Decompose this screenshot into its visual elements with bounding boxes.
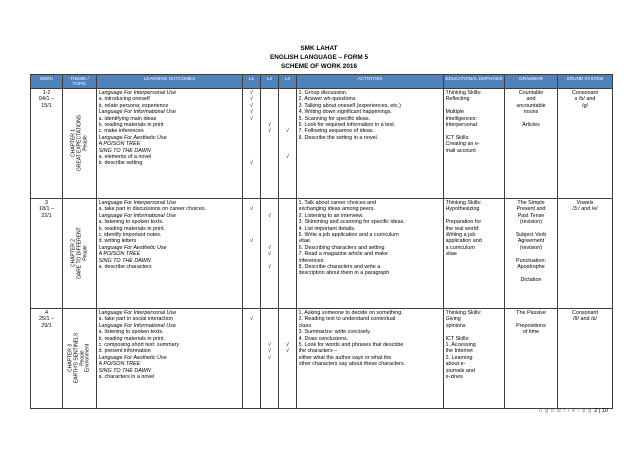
check-mark: √	[268, 348, 271, 355]
check-mark: √	[268, 354, 271, 361]
outcomes-cell-line: a. elements of a novel	[98, 154, 152, 161]
grammar-cell-line: Apostrophe	[517, 264, 545, 271]
emphasis-cell-line: about e-	[445, 361, 466, 368]
l2-cell	[261, 309, 279, 409]
theme-line: People	[81, 135, 88, 151]
grammar-cell-line: Punctuation:	[516, 257, 546, 264]
grammar-cell-line: uncountable	[516, 102, 546, 109]
outcomes-cell-line: A POISON TREE	[98, 251, 141, 258]
activities-cell-line: 1. Group discussion.	[298, 90, 348, 96]
check-mark: √	[250, 115, 253, 122]
check-mark: √	[268, 244, 271, 251]
theme-line: CHAPTER 2	[69, 238, 76, 268]
activities-cell-line: 2. Listening to an interview.	[298, 212, 364, 219]
activities-cell-line: 2. Answer wh-questions	[298, 96, 356, 103]
page-footer	[539, 408, 608, 414]
empty-mark	[263, 374, 277, 380]
activities-cell	[297, 89, 444, 199]
theme-cell	[63, 89, 97, 199]
outcomes-cell-line: c. composing short text: summary	[98, 342, 180, 349]
emphasis-cell-line: Giving	[445, 316, 461, 323]
emphasis-cell-line: Intelligences:	[445, 115, 477, 122]
scheme-title: SCHEME OF WORK 2016	[281, 63, 357, 70]
activities-cell-line: clues.	[298, 322, 313, 329]
activities-cell	[297, 309, 444, 409]
grammar-cell	[505, 89, 558, 199]
sound-cell-line: /g/	[582, 102, 588, 109]
check-mark: √	[268, 341, 271, 348]
emphasis-cell-line: Preparation for	[445, 219, 482, 226]
sound-cell-line: /3:/ and /e/	[572, 206, 598, 213]
outcomes-cell-line: Language For Informational Use	[98, 109, 176, 116]
week-cell-line: 04/1 –	[39, 96, 54, 103]
activities-cell-line: inferences.	[298, 257, 325, 264]
activities-cell-line: 7. Following sequence of ideas.	[298, 128, 375, 135]
outcomes-cell-line: a. listening to spoken texts.	[98, 219, 164, 226]
outcomes-cell-line: Language For Informational Use	[98, 322, 176, 329]
week-cell-line: 25/1 –	[39, 316, 54, 323]
emphasis-cell	[444, 309, 505, 409]
col-week: WEEK	[31, 75, 63, 89]
outcomes-cell-line: d. writing letters	[98, 238, 137, 245]
activities-cell-line: other characters say about these characters.	[298, 361, 406, 368]
outcomes-cell-line: Language For Aesthetic Use	[98, 134, 167, 141]
check-mark: √	[250, 206, 253, 213]
col-l1: L1	[243, 75, 261, 89]
emphasis-cell	[444, 89, 505, 199]
activities-cell-line: 8. Describe the setting in a novel.	[298, 134, 379, 141]
outcomes-cell	[97, 89, 243, 199]
check-mark: √	[250, 160, 253, 167]
week-cell-line: 29/1	[41, 322, 52, 329]
emphasis-cell	[444, 199, 505, 309]
sound-cell	[558, 309, 613, 409]
check-mark: √	[286, 348, 289, 355]
outcomes-cell	[97, 199, 243, 309]
outcomes-cell-line: c. make inferences	[98, 128, 144, 135]
school-name: SMK LAHAT	[300, 45, 338, 52]
week-cell-line: 15/1	[41, 102, 52, 109]
theme-cell	[63, 199, 97, 309]
outcomes-cell-line: b. describe setting	[98, 160, 143, 167]
outcomes-cell-line: Language For Aesthetic Use	[98, 244, 167, 251]
l1-cell	[243, 89, 261, 199]
grammar-cell-line: Prepositions	[516, 322, 546, 329]
emphasis-cell-line: Multiple	[445, 109, 465, 116]
outcomes-cell-line: Language For Interpersonal Use	[98, 90, 177, 96]
emphasis-cell-line: the real world:	[445, 225, 480, 232]
outcomes-cell-line: A POISON TREE	[98, 361, 141, 368]
grammar-cell-line: (revision)	[519, 244, 543, 251]
week-row	[31, 199, 613, 309]
outcomes-cell-line: d. present information	[98, 348, 151, 355]
outcomes-cell-line: a. take part in social interaction	[98, 316, 173, 323]
theme-line: DARE TO DIFFERENT	[75, 227, 82, 279]
grammar-cell	[505, 309, 558, 409]
activities-cell-line: 4. List important details.	[298, 225, 356, 232]
emphasis-cell-line: Thinking Skills:	[445, 90, 482, 96]
outcomes-cell-line: A POISON TREE	[98, 141, 141, 148]
check-mark: √	[268, 251, 271, 258]
emphasis-cell-line: ICT Skills:	[445, 335, 470, 342]
grammar-cell-line: (revision)	[519, 219, 543, 226]
activities-cell-line: 4. Writing down significant happenings.	[298, 109, 392, 116]
activities-cell-line: exchanging ideas among peers.	[298, 206, 375, 213]
empty-mark	[245, 264, 259, 270]
check-mark: √	[250, 109, 253, 116]
outcomes-cell-line: c. identify important notes.	[98, 232, 162, 239]
activities-cell-line: 2. Reading text to understand contextual	[298, 316, 396, 323]
activities-cell-line: 4. Draw conclusions.	[298, 335, 349, 342]
col-grammar: GRAMMAR	[505, 75, 558, 89]
week-cell-line: 3	[45, 200, 48, 206]
grammar-cell-line: Subject Verb	[515, 232, 547, 239]
check-mark: √	[268, 128, 271, 135]
outcomes-cell-line: a. introducing oneself	[98, 96, 150, 103]
document-title-block	[0, 44, 638, 71]
activities-cell-line: vitae.	[298, 238, 312, 245]
sound-cell-line: /θ/ and /ɒ/	[573, 316, 597, 323]
activities-cell-line: 3. Summarize: write concisely.	[298, 329, 371, 336]
check-mark: √	[250, 96, 253, 103]
week-cell-line: 18/1 –	[39, 206, 54, 213]
emphasis-cell-line: 1. Accessing	[445, 342, 476, 349]
emphasis-cell-line: Writing a job	[445, 232, 476, 239]
sound-cell	[558, 89, 613, 199]
l1-cell	[243, 309, 261, 409]
l2-cell	[261, 89, 279, 199]
activities-cell-line: 6. Describing characters and setting	[298, 244, 385, 251]
week-cell	[31, 309, 63, 409]
page-number: 2 | 10	[594, 408, 608, 414]
grammar-cell-line: The Simple	[517, 200, 545, 206]
grammar-cell-line: and	[526, 96, 536, 103]
activities-cell-line: 5. Write a job application and a curriculum	[298, 232, 399, 239]
emphasis-cell-line: Creating an e-	[445, 141, 480, 148]
col-activities: ACTIVITIES	[297, 75, 444, 89]
outcomes-cell-line: Language For Aesthetic Use	[98, 354, 167, 361]
emphasis-cell-line: Thinking Skills:	[445, 200, 482, 206]
grammar-cell	[505, 199, 558, 309]
theme-line: CHAPTER 3	[66, 343, 73, 373]
outcomes-cell-line: Language For Interpersonal Use	[98, 310, 177, 316]
activities-cell-line: either what the author says or what the	[298, 354, 392, 361]
empty-mark	[245, 374, 259, 380]
emphasis-cell-line: Reflecting	[445, 96, 470, 103]
sound-cell-line: Consonant	[571, 310, 599, 316]
l3-cell	[279, 309, 297, 409]
outcomes-cell-line: Language For Informational Use	[98, 212, 176, 219]
theme-cell	[63, 309, 97, 409]
outcomes-cell	[97, 309, 243, 409]
grammar-cell-line: Articles	[522, 122, 540, 129]
activities-cell-line: 3. Skimming and scanning for specific ideas.	[298, 219, 405, 226]
activities-cell-line: 6. Look for required information in a text.	[298, 122, 396, 129]
outcomes-cell-line: a. characters in a novel	[98, 374, 155, 381]
check-mark: √	[286, 153, 289, 160]
footer-watermark: u g o w r i e / p g	[539, 408, 592, 414]
activities-cell-line: 3. Talking about oneself (experiences, etc.)	[298, 102, 401, 109]
emphasis-cell-line: mail account	[445, 147, 476, 154]
emphasis-cell-line: e-zines	[445, 374, 463, 381]
week-row	[31, 89, 613, 199]
outcomes-cell-line: SING TO THE DAWN	[98, 147, 151, 154]
activities-cell-line: 8. Describe characters and write a	[298, 264, 381, 271]
sound-cell-line: Consonant	[571, 90, 599, 96]
check-mark: √	[250, 316, 253, 323]
sound-cell	[558, 199, 613, 309]
grammar-cell-line: of time	[522, 329, 540, 336]
activities-cell-line: the characters –	[298, 348, 338, 355]
activities-cell-line: 5. Look for words and phrases that describe	[298, 342, 404, 349]
outcomes-cell-line: a. listening to spoken texts.	[98, 329, 164, 336]
table-header-row	[31, 75, 613, 89]
col-sound: SOUND SYSTEM	[558, 75, 613, 89]
emphasis-cell-line: journals and	[445, 367, 475, 374]
emphasis-cell-line: a curriculum	[445, 244, 475, 251]
activities-cell-line: description about them in a paragraph	[298, 270, 390, 277]
check-mark: √	[250, 90, 253, 96]
outcomes-cell-line: SING TO THE DAWN	[98, 367, 151, 374]
sound-cell-line: s /b/ and	[574, 96, 596, 103]
col-l2: L2	[261, 75, 279, 89]
outcomes-cell-line: SING TO THE DAWN	[98, 257, 151, 264]
col-theme: THEME / TOPIC	[63, 75, 97, 89]
l3-cell	[279, 89, 297, 199]
emphasis-cell-line: Hypothesizing	[445, 206, 480, 213]
grammar-cell-line: The Passive	[516, 310, 546, 316]
emphasis-cell-line: application and	[445, 238, 482, 245]
check-mark: √	[250, 238, 253, 245]
theme-line: Environment	[84, 343, 91, 373]
emphasis-cell-line: Interpersonal	[445, 122, 477, 129]
outcomes-cell-line: b. reading materials in print.	[98, 225, 166, 232]
grammar-cell-line: Countable	[518, 90, 544, 96]
empty-mark	[281, 264, 295, 270]
outcomes-cell-line: b. reading materials in print.	[98, 335, 166, 342]
col-emphasis: EDUCATIONAL EMPHASIS	[444, 75, 505, 89]
outcomes-cell-line: b. relate persona; experience	[98, 102, 169, 109]
outcomes-cell-line: b. reading materials in print	[98, 122, 164, 129]
outcomes-cell-line: Language For Interpersonal Use	[98, 200, 177, 206]
check-mark: √	[268, 263, 271, 270]
l3-cell	[279, 199, 297, 309]
emphasis-cell-line: Thinking Skills:	[445, 310, 482, 316]
l1-cell	[243, 199, 261, 309]
check-mark: √	[286, 128, 289, 135]
grammar-cell-line: Dictation	[520, 276, 542, 283]
empty-mark	[263, 160, 277, 166]
activities-cell-line: 5. Scanning for specific ideas.	[298, 115, 371, 122]
week-cell-line: 22/1	[41, 212, 52, 219]
check-mark: √	[268, 121, 271, 128]
week-cell	[31, 199, 63, 309]
sound-cell-line: Vowels	[576, 200, 594, 206]
emphasis-cell-line: 2. Learning	[445, 354, 473, 361]
activities-cell-line: 1. Talk about career choices and	[298, 200, 377, 206]
activities-cell-line: 1. Asking someone to decide on something.	[298, 310, 403, 316]
emphasis-cell-line: the Internet	[445, 348, 473, 355]
week-cell-line: 1-2	[42, 90, 51, 96]
scheme-of-work-table	[30, 74, 613, 409]
grammar-cell-line: Present and	[516, 206, 546, 213]
grammar-cell-line: Past Tense	[517, 212, 545, 219]
week-cell-line: 4	[45, 310, 48, 316]
l2-cell	[261, 199, 279, 309]
outcomes-cell-line: a. take part in discussions on career choices.	[98, 206, 207, 213]
week-row	[31, 309, 613, 409]
theme-line: People	[81, 245, 88, 261]
check-mark: √	[286, 341, 289, 348]
activities-cell	[297, 199, 444, 309]
emphasis-cell-line: opinions	[445, 322, 466, 329]
grammar-cell-line: Agreement	[517, 238, 545, 245]
theme-line: GREAT EXPECTATIONS	[75, 114, 82, 172]
outcomes-cell-line: a. describe characters	[98, 264, 152, 271]
week-cell	[31, 89, 63, 199]
grammar-cell-line: nouns	[523, 109, 539, 116]
empty-mark	[281, 374, 295, 380]
outcomes-cell-line: a. identifying main ideas	[98, 115, 157, 122]
theme-line: CHAPTER 1	[69, 128, 76, 158]
theme-line: EARTH'S SENTINELS	[72, 332, 79, 384]
check-mark: √	[250, 102, 253, 109]
subject-title: ENGLISH LANGUAGE – FORM 5	[270, 54, 368, 61]
activities-cell-line: 7. Read a magazine article and make	[298, 251, 388, 258]
emphasis-cell-line: vitae	[445, 251, 457, 258]
check-mark: √	[268, 212, 271, 219]
empty-mark	[281, 160, 295, 166]
emphasis-cell-line: ICT Skills:	[445, 134, 470, 141]
theme-line: People	[78, 350, 85, 366]
col-l3: L3	[279, 75, 297, 89]
col-outcomes: LEARNING OUTCOMES	[97, 75, 243, 89]
